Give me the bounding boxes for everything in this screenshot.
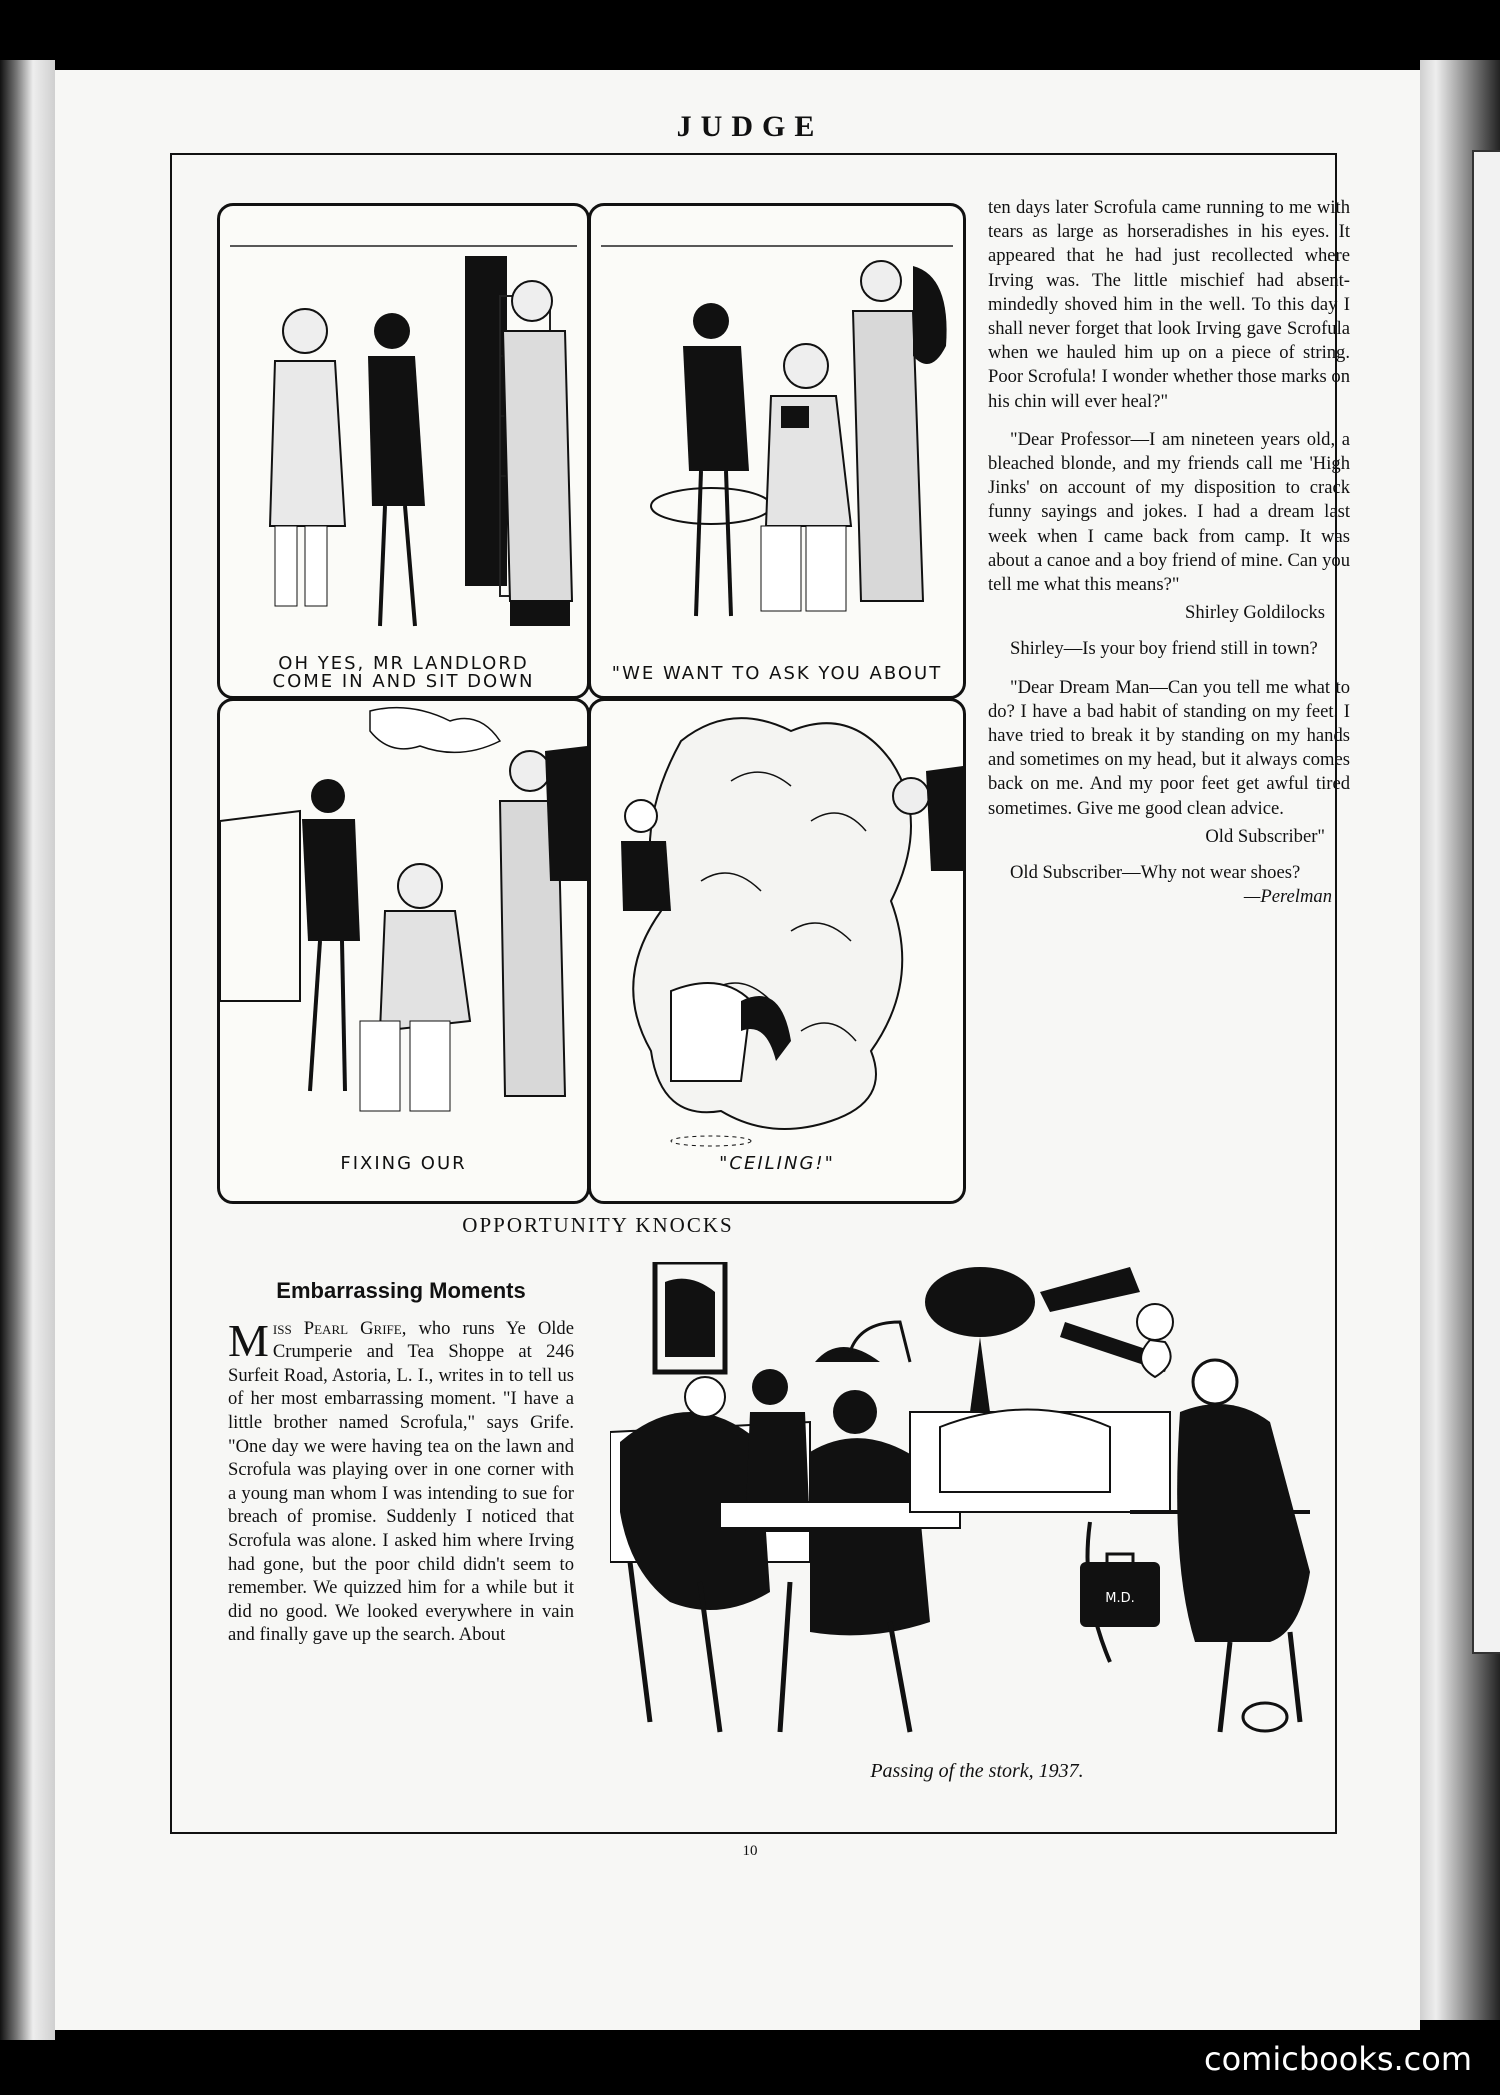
reply-text: Old Subscriber—Why not wear shoes? [1010, 862, 1301, 884]
panel-4-caption-line1: "CEILING!" [719, 1153, 835, 1174]
panel-2-drawing [591, 206, 963, 696]
left-text-column [228, 1279, 574, 1647]
comic-panel-2 [588, 203, 966, 699]
page-number: 10 [742, 1843, 758, 1859]
magazine-title: JUDGE [676, 110, 824, 143]
right-paragraph-3: Shirley—Is your boy friend still in town? [1010, 638, 1318, 660]
book-binding-left [0, 60, 55, 2040]
right-text-column [988, 196, 1350, 909]
panel-1-caption-line1: OH YES, MR LANDLORD [278, 653, 529, 674]
panel-3-drawing [220, 701, 587, 1201]
strip-title: OPPORTUNITY KNOCKS [462, 1213, 734, 1237]
medical-bag-label: M.D. [1105, 1591, 1135, 1606]
cartoon-caption: Passing of the stork, 1937. [870, 1760, 1084, 1782]
panel-3-caption-line1: FIXING OUR [340, 1153, 467, 1174]
drop-cap: M [228, 1314, 269, 1366]
stork-cartoon-drawing [610, 1262, 1340, 1762]
right-paragraph-5 [988, 861, 1350, 908]
signature-shirley: Shirley Goldilocks [1185, 602, 1325, 624]
panel-4-drawing [591, 701, 963, 1201]
author-byline: —Perelman [1243, 886, 1332, 908]
section-heading: Embarrassing Moments [276, 1278, 526, 1303]
left-body-text: who runs Ye Olde Crumperie and Tea Shoppe at 246 Surfeit Road, Astoria, L. I., writes in to tell us of her most embarrassing moment. "I have a little brother named Scrofula," says Grife. "One day we were having tea on the lawn and Scrofula was playing over in one corner with a young man whom I was intending to sue for breach of promise. Suddenly I noticed that Scrofula was alone. I asked him where Irving had gone, but the poor child didn't seem to remember. We quizzed him for a while but it did no good. We looked everywhere in vain and finally gave up the search. About [228, 1317, 574, 1646]
watermark: comicbooks.com [1203, 2040, 1472, 2078]
stork-cartoon [610, 1262, 1340, 1762]
right-paragraph-2: "Dear Professor—I am nineteen years old, a bleached blonde, and my friends call me 'High Jinks' on account of my disposition to crack funny sayings and jokes. I had a dream last week when I came back from camp. It was about a canoe and a boy friend of mine. Can you tell me what this means?" [988, 428, 1350, 596]
panel-1-caption-line2: COME IN AND SIT DOWN [272, 671, 535, 692]
comic-panel-4 [588, 698, 966, 1204]
signature-old-subscriber: Old Subscriber" [1205, 825, 1325, 847]
small-caps-intro: iss Pearl Grife, [272, 1317, 407, 1339]
comic-panel-1 [217, 203, 590, 699]
panel-1-drawing [220, 206, 587, 696]
comic-panel-3 [217, 698, 590, 1204]
right-paragraph-4: "Dear Dream Man—Can you tell me what to do? I have a bad habit of standing on my feet. I have tried to break it by standing on my hands and sometimes on my head, but it always comes back on me. And my poor feet get awful tired sometimes. Give me good clean advice. [988, 676, 1350, 819]
facing-page-edge [1472, 150, 1500, 1654]
panel-2-caption-line1: "WE WANT TO ASK YOU ABOUT [611, 663, 943, 684]
left-paragraph [228, 1314, 574, 1647]
right-paragraph-1: ten days later Scrofula came running to me with tears as large as horseradishes in his eyes. It appeared that he had just recollected where Irving was. The little mischief had absent-mindedly shoved him in the well. To this day I shall never forget that look Irving gave Scrofula when we hauled him up on a piece of string. Poor Scrofula! I wonder whether those marks on his chin will ever heal?" [988, 197, 1350, 412]
